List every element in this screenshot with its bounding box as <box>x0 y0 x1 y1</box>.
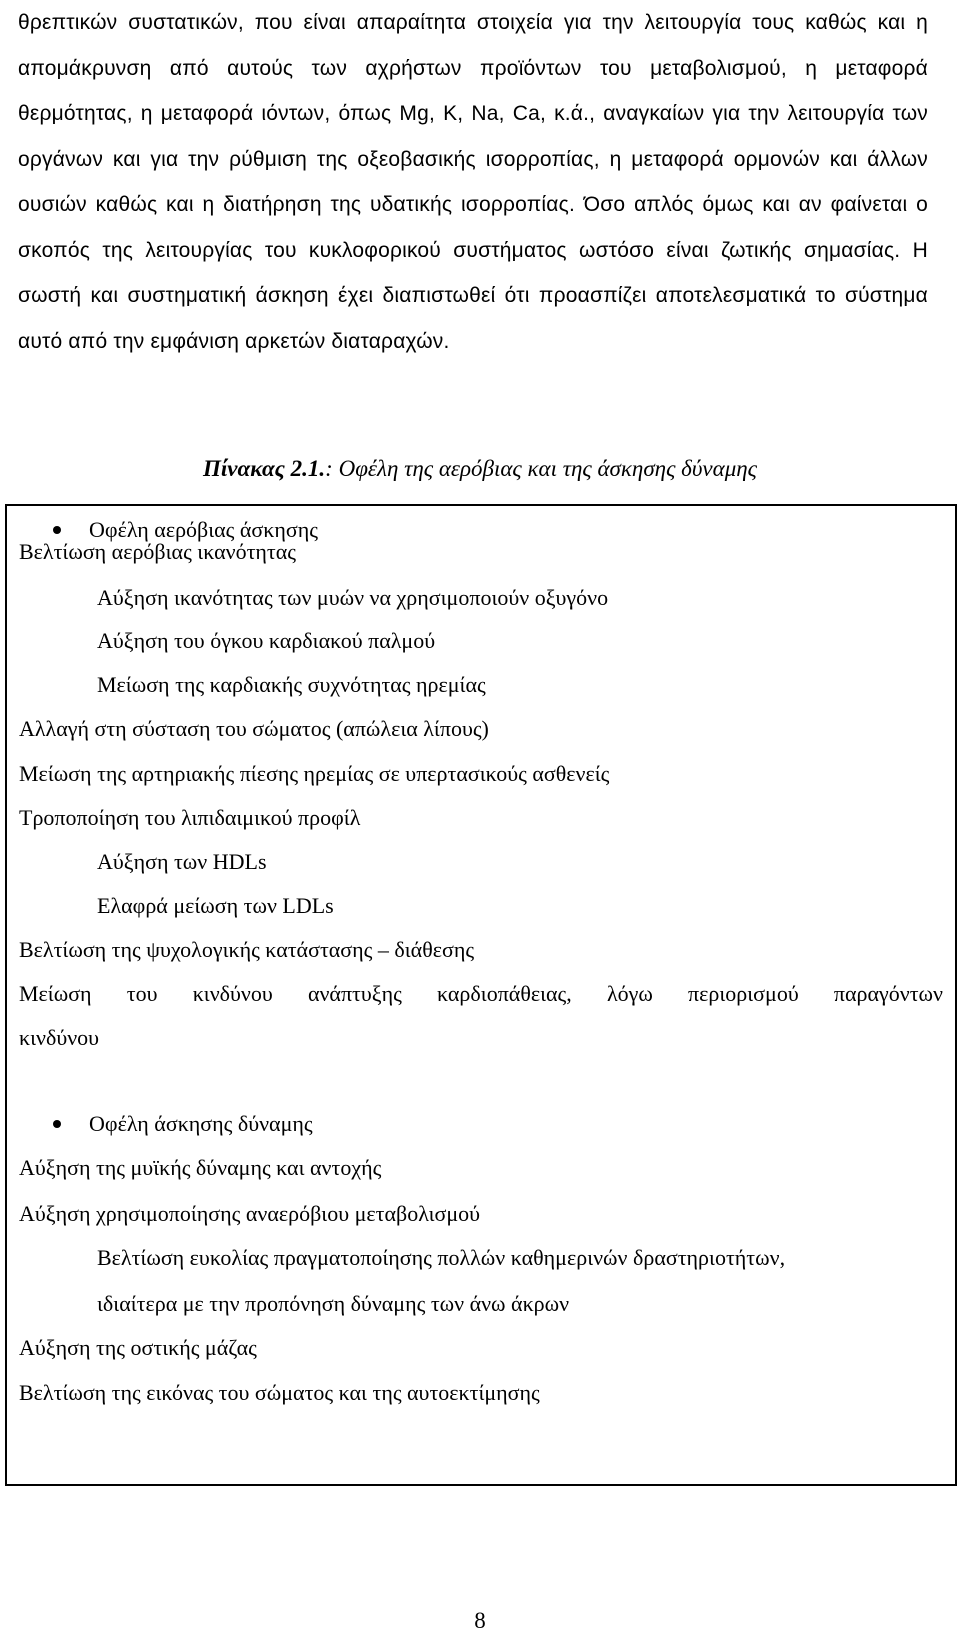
list-item: Μείωση της καρδιακής συχνότητας ηρεμίας <box>97 672 486 697</box>
list-item: Αύξηση της μυϊκής δύναμης και αντοχής <box>19 1155 382 1180</box>
list-item: Μείωση του κινδύνου ανάπτυξης καρδιοπάθειας, λόγω περιορισμού παραγόντων <box>19 981 943 1006</box>
list-item: Βελτίωση ευκολίας πραγματοποίησης πολλών καθημερινών δραστηριοτήτων, <box>97 1245 786 1270</box>
list-item: Αύξηση της οστικής μάζας <box>19 1335 257 1360</box>
list-item: Βελτίωση της εικόνας του σώματος και της αυτοεκτίμησης <box>19 1380 540 1405</box>
benefits-table <box>5 504 957 1486</box>
strength-heading-text: Οφέλη άσκησης δύναμης <box>89 1111 313 1136</box>
list-item: κινδύνου <box>19 1025 100 1050</box>
body-paragraph: θρεπτικών συστατικών, που είναι απαραίτητα στοιχεία για την λειτουργία τους καθώς και η απομάκρυνση από αυτούς των αχρήστων προϊόντων του μεταβολισμού, η μεταφορά θερμότητας, η μεταφορά ιόντων, όπως Mg, K, Na, Ca, κ.ά., αναγκαίων για την λειτουργία των οργάνων και για την ρύθμιση της οξεοβασικής ισορροπίας, η μεταφορά ορμονών και άλλων ουσιών καθώς και η διατήρηση της υδατικής ισορροπίας. Όσο απλός όμως και αν φαίνεται ο σκοπός της λειτουργίας του κυκλοφορικού συστήματος ωστόσο είναι ζωτικής σημασίας. Η σωστή και συστηματική άσκηση έχει διαπιστωθεί ότι προασπίζει αποτελεσματικά το σύστημα αυτό από την εμφάνιση αρκετών διαταραχών. <box>18 11 928 353</box>
list-item: Αύξηση χρησιμοποίησης αναερόβιου μεταβολισμού <box>19 1201 481 1226</box>
list-item: Βελτίωση της ψυχολογικής κατάστασης – διάθεσης <box>19 937 475 962</box>
strength-heading <box>7 1102 955 1146</box>
list-item: Ελαφρά μείωση των LDLs <box>97 893 334 918</box>
aerobic-heading-text: Οφέλη αερόβιας άσκησης <box>89 517 318 542</box>
list-item: Αύξηση των HDLs <box>97 849 267 874</box>
table-caption-text: : Οφέλη της αερόβιας και της άσκησης δύναμης <box>325 456 757 481</box>
bullet-icon <box>53 1120 61 1128</box>
table-caption <box>0 456 960 482</box>
list-item: Αλλαγή στη σύσταση του σώματος (απώλεια λίπους) <box>19 716 489 741</box>
list-item: Βελτίωση αερόβιας ικανότητας <box>19 539 296 564</box>
list-item: Αύξηση ικανότητας των μυών να χρησιμοποιούν οξυγόνο <box>97 585 609 610</box>
page-number: 8 <box>474 1608 486 1633</box>
table-caption-label: Πίνακας 2.1. <box>202 456 326 481</box>
list-item: Τροποποίηση του λιπιδαιμικού προφίλ <box>19 805 361 830</box>
list-item: Αύξηση του όγκου καρδιακού παλμού <box>97 628 436 653</box>
list-item: ιδιαίτερα με την προπόνηση δύναμης των άνω άκρων <box>97 1291 570 1316</box>
list-item: Μείωση της αρτηριακής πίεσης ηρεμίας σε υπερτασικούς ασθενείς <box>19 761 610 786</box>
